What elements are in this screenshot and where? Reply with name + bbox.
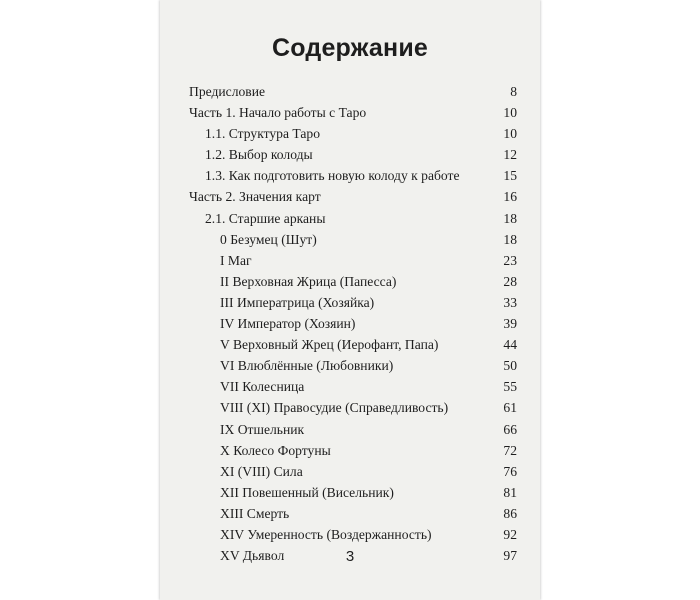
toc-entry-page: 10	[503, 105, 517, 121]
toc-entry-page: 18	[503, 231, 517, 247]
toc-entry	[189, 397, 517, 418]
toc-entry-title: XII Повешенный (Висельник)	[220, 484, 394, 500]
toc-entry	[189, 419, 517, 440]
toc-entry	[189, 102, 517, 123]
toc-entry-title: II Верховная Жрица (Папесса)	[220, 273, 397, 289]
toc-entry-title: 2.1. Старшие арканы	[205, 210, 326, 226]
toc-entry-page: 16	[503, 189, 517, 205]
toc-entry-page: 33	[503, 294, 517, 310]
toc-entry	[189, 334, 517, 355]
toc-entry-title: Предисловие	[189, 84, 266, 99]
toc-entry	[189, 250, 517, 271]
toc-entry	[189, 292, 517, 313]
toc-entry-title: 1.2. Выбор колоды	[205, 147, 313, 163]
toc-entry-page: 97	[503, 548, 517, 564]
toc-entry-title: V Верховный Жрец (Иерофант, Папа)	[220, 337, 439, 353]
toc-entry-page: 72	[503, 442, 517, 458]
toc-entry-title: XIII Смерть	[220, 505, 290, 521]
page-title: Содержание	[271, 34, 429, 62]
toc-entry-page: 66	[503, 421, 517, 437]
toc-entry	[189, 123, 517, 144]
table-of-contents	[189, 81, 517, 566]
toc-entry-page: 44	[503, 337, 517, 353]
toc-entry-title: XIV Умеренность (Воздержанность)	[220, 526, 432, 542]
toc-entry-title: XI (VIII) Сила	[220, 463, 303, 479]
toc-entry-title: X Колесо Фортуны	[220, 442, 331, 458]
toc-entry	[189, 208, 517, 229]
toc-entry	[189, 313, 517, 334]
toc-entry-page: 12	[503, 147, 517, 163]
toc-entry-title: 1.3. Как подготовить новую колоду к работе	[205, 168, 460, 184]
toc-entry-page: 23	[503, 252, 517, 268]
toc-entry	[189, 461, 517, 482]
toc-entry-page: 39	[503, 316, 517, 332]
toc-entry	[189, 81, 517, 102]
toc-entry-page: 76	[503, 463, 517, 479]
toc-entry	[189, 524, 517, 545]
toc-entry	[189, 482, 517, 503]
toc-entry	[189, 271, 517, 292]
toc-entry-page: 61	[503, 400, 517, 416]
toc-entry-page: 28	[503, 273, 517, 289]
toc-entry	[189, 165, 517, 186]
toc-entry-title: 0 Безумец (Шут)	[220, 231, 317, 247]
toc-entry-title: VI Влюблённые (Любовники)	[220, 358, 394, 374]
toc-entry	[189, 144, 517, 165]
toc-entry-title: Часть 1. Начало работы с Таро	[189, 105, 367, 121]
toc-entry-page: 50	[503, 358, 517, 374]
toc-entry-title: VII Колесница	[220, 379, 305, 395]
toc-entry	[189, 355, 517, 376]
page-number: 3	[345, 548, 355, 565]
toc-entry	[189, 376, 517, 397]
toc-entry	[189, 440, 517, 461]
toc-entry-page: 15	[503, 168, 517, 184]
toc-entry-title: 1.1. Структура Таро	[205, 126, 321, 142]
toc-entry-page: 86	[503, 505, 517, 521]
toc-entry-title: III Императрица (Хозяйка)	[220, 294, 375, 310]
toc-entry-page: 55	[503, 379, 517, 395]
toc-entry-page: 18	[503, 210, 517, 226]
toc-entry-title: XV Дьявол	[220, 548, 285, 564]
book-page	[160, 0, 540, 600]
toc-entry-page: 10	[503, 126, 517, 142]
toc-entry-title: IV Император (Хозяин)	[220, 316, 356, 332]
toc-entry-page: 92	[503, 526, 517, 542]
toc-entry-title: Часть 2. Значения карт	[189, 189, 321, 205]
toc-entry	[189, 229, 517, 250]
toc-entry	[189, 186, 517, 207]
toc-entry-title: IX Отшельник	[220, 421, 305, 437]
toc-entry	[189, 503, 517, 524]
toc-entry-page: 8	[510, 84, 517, 99]
toc-entry-title: VIII (XI) Правосудие (Справедливость)	[220, 400, 449, 416]
toc-entry-page: 81	[503, 484, 517, 500]
toc-entry-title: I Маг	[220, 252, 252, 268]
